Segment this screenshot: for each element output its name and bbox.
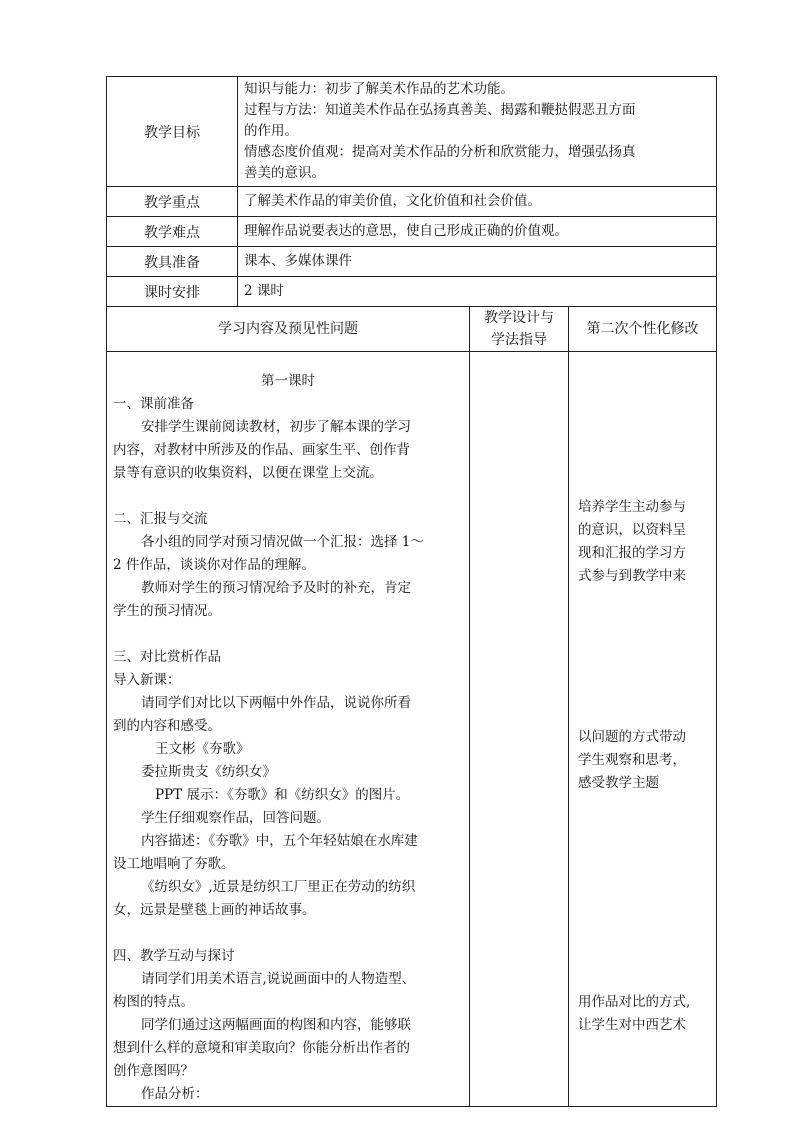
section-4-text-5: 创作意图吗？ (113, 1063, 194, 1079)
section-4-heading: 四、教学互动与探讨 (113, 948, 235, 964)
section-2-text-4: 学生的预习情况。 (113, 603, 221, 619)
section-2-text-3: 教师对学生的预习情况给予及时的补充，肯定 (141, 580, 411, 596)
artwork-1: 王文彬《夯歌》 (155, 741, 250, 757)
section-1-text-3: 景等有意识的收集资料，以便在课堂上交流。 (113, 465, 383, 481)
section-2-heading: 二、汇报与交流 (113, 511, 208, 527)
goals-content (238, 77, 717, 187)
section-4-text-6: 作品分析： (141, 1086, 209, 1102)
description-2: 设工地唱响了夯歌。 (113, 856, 235, 872)
note-1-line-4: 式参与到教学中来 (578, 568, 686, 584)
header-teaching-design-line-2: 学法指导 (491, 332, 547, 348)
body-row (107, 352, 717, 1107)
section-3-heading: 三、对比赏析作品 (113, 649, 221, 665)
teaching-design-cell (470, 352, 569, 1107)
schedule-label: 课时安排 (107, 277, 238, 307)
header-learning-content: 学习内容及预见性问题 (107, 307, 470, 352)
section-2-text-2: 2 件作品，谈谈你对作品的理解。 (113, 557, 315, 573)
section-4-text-3: 同学们通过这两幅画面的构图和内容，能够联 (141, 1017, 411, 1033)
difficulties-value: 理解作品说要表达的意思，使自己形成正确的价值观。 (238, 217, 717, 247)
key-points-label: 教学重点 (107, 187, 238, 217)
section-1-heading: 一、课前准备 (113, 396, 194, 412)
schedule-value: 2 课时 (238, 277, 717, 307)
note-1-line-3: 现和汇报的学习方 (578, 545, 686, 561)
revision-cell (569, 352, 717, 1107)
key-points-row (107, 187, 717, 217)
note-1-line-2: 的意识，以资料呈 (578, 522, 686, 538)
lesson-title: 第一课时 (261, 373, 315, 389)
artwork-2: 委拉斯贵支《纺织女》 (141, 764, 276, 780)
section-1-text-1: 安排学生课前阅读教材，初步了解本课的学习 (141, 419, 411, 435)
section-1-text-2: 内容，对教材中所涉及的作品、画家生平、创作背 (113, 442, 410, 458)
column-header-row (107, 307, 717, 352)
section-2-text-1: 各小组的同学对预习情况做一个汇报：选择 1～ (141, 534, 424, 550)
revision-note-2 (578, 726, 686, 795)
difficulties-row (107, 217, 717, 247)
revision-note-1 (578, 496, 686, 588)
key-points-value: 了解美术作品的审美价值，文化价值和社会价值。 (238, 187, 717, 217)
goals-line-3: 的作用。 (244, 123, 298, 139)
description-1: 内容描述：《夯歌》中，五个年轻姑娘在水库建 (141, 833, 418, 849)
note-3-line-2: 让学生对中西艺术 (578, 1017, 686, 1033)
materials-label: 教具准备 (107, 247, 238, 277)
goals-line-4: 情感态度价值观：提高对美术作品的分析和欣赏能力，增强弘扬真 (244, 144, 636, 160)
goals-line-2: 过程与方法：知道美术作品在弘扬真善美、揭露和鞭挞假恶丑方面 (244, 102, 636, 118)
section-4-text-4: 想到什么样的意境和审美取向？你能分析出作者的 (113, 1040, 410, 1056)
note-3-line-1: 用作品对比的方式, (578, 994, 691, 1010)
note-2-line-2: 学生观察和思考， (578, 752, 686, 768)
goals-line-5: 善美的意识。 (244, 165, 325, 181)
description-3: 《纺织女》,近景是纺织工厂里正在劳动的纺织 (141, 879, 416, 895)
section-3-text-2: 到的内容和感受。 (113, 718, 221, 734)
section-3-text-1: 请同学们对比以下两幅中外作品，说说你所看 (141, 695, 411, 711)
header-teaching-design-line-1: 教学设计与 (484, 310, 554, 326)
header-teaching-design (470, 307, 569, 352)
schedule-row (107, 277, 717, 307)
revision-note-3 (578, 991, 690, 1037)
note-1-line-1: 培养学生主动参与 (578, 499, 686, 515)
section-3-intro: 导入新课： (113, 672, 181, 688)
section-4-text-2: 构图的特点。 (113, 994, 194, 1010)
description-4: 女，远景是壁毯上画的神话故事。 (113, 902, 316, 918)
materials-row (107, 247, 717, 277)
materials-value: 课本、多媒体课件 (238, 247, 717, 277)
section-4-text-1: 请同学们用美术语言,说说画面中的人物造型、 (141, 971, 416, 987)
lesson-plan-table (106, 76, 717, 1107)
goals-line-1: 知识与能力：初步了解美术作品的艺术功能。 (244, 81, 514, 97)
learning-content-cell (107, 352, 470, 1107)
student-observe: 学生仔细观察作品，回答问题。 (141, 810, 330, 826)
header-revision: 第二次个性化修改 (569, 307, 717, 352)
ppt-display: PPT 展示：《夯歌》和《纺织女》的图片。 (155, 787, 410, 803)
goals-row (107, 77, 717, 187)
difficulties-label: 教学难点 (107, 217, 238, 247)
note-2-line-1: 以问题的方式带动 (578, 729, 686, 745)
note-2-line-3: 感受教学主题 (578, 775, 659, 791)
goals-label: 教学目标 (107, 77, 238, 187)
